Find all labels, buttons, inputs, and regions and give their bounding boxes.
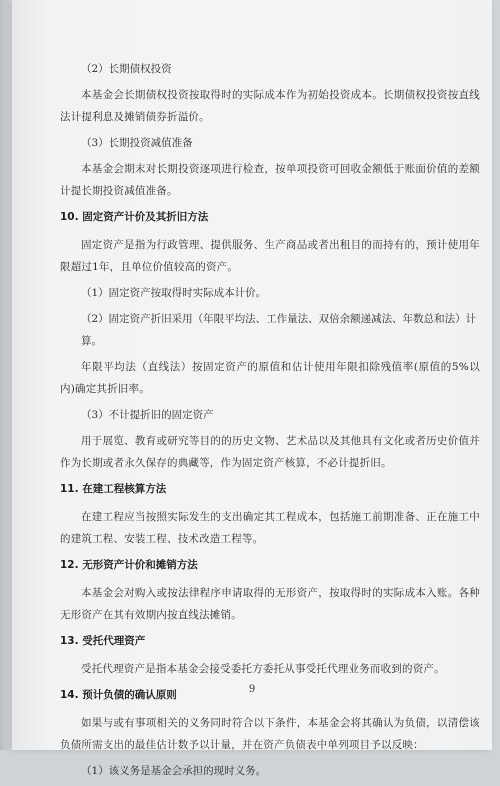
section-heading: 10. 固定资产计价及其折旧方法 [60, 211, 209, 223]
document-page [12, 0, 492, 777]
subsection-label: （3）不计提折旧的固定资产 [81, 409, 214, 421]
subsection-label: （3）长期投资减值准备 [81, 137, 193, 149]
body-paragraph: 本基金会期末对长期投资逐项进行检查，按单项投资可回收金额低于账面价值的差额计提长期投资减值准备。 [60, 163, 480, 197]
body-paragraph: 受托代理资产是指本基金会接受委托方委托从事受托代理业务而收到的资产。 [81, 663, 445, 675]
subsection-label: （2）固定资产折旧采用（年限平均法、工作量法、双倍余额递减法、年数总和法）计算。 [81, 313, 477, 347]
body-paragraph: 本基金会长期债权投资按取得时的实际成本作为初始投资成本。长期债权投资按直线法计提利息及摊销债券折溢价。 [60, 89, 480, 123]
section-heading: 13. 受托代理资产 [60, 635, 146, 647]
section-heading: 12. 无形资产计价和摊销方法 [60, 559, 198, 571]
body-paragraph: 年限平均法（直线法）按固定资产的原值和估计使用年限扣除残值率(原值的5%以内)确定其折旧率。 [60, 361, 480, 395]
body-paragraph: 固定资产是指为行政管理、提供服务、生产商品或者出租目的而持有的，预计使用年限超过1年，且单位价值较高的资产。 [60, 239, 480, 273]
section-heading: 14. 预计负债的确认原则 [60, 689, 177, 701]
subsection-label: （1）该义务是基金会承担的现时义务。 [81, 765, 267, 777]
body-paragraph: 用于展览、教育或研究等目的的历史文物、艺术品以及其他具有文化或者历史价值并作为长期或者永久保存的典藏等，作为固定资产核算，不必计提折旧。 [60, 435, 480, 469]
page-number: 9 [248, 684, 256, 695]
page-binding-edge [0, 0, 12, 750]
subsection-label: （2）长期债权投资 [81, 63, 172, 75]
body-paragraph: 如果与或有事项相关的义务同时符合以下条件，本基金会将其确认为负债，以清偿该负债所需支出的最佳估计数予以计量，并在资产负债表中单列项目予以反映： [60, 717, 480, 751]
section-heading: 11. 在建工程核算方法 [60, 483, 167, 495]
body-paragraph: 在建工程应当按照实际发生的支出确定其工程成本，包括施工前期准备、正在施工中的建筑工程、安装工程、技术改造工程等。 [60, 511, 480, 545]
body-paragraph: 本基金会对购入或按法律程序申请取得的无形资产，按取得时的实际成本入账。各种无形资产在其有效期内按直线法摊销。 [60, 587, 480, 621]
page-content [60, 58, 480, 786]
subsection-label: （1）固定资产按取得时实际成本计价。 [81, 287, 267, 299]
